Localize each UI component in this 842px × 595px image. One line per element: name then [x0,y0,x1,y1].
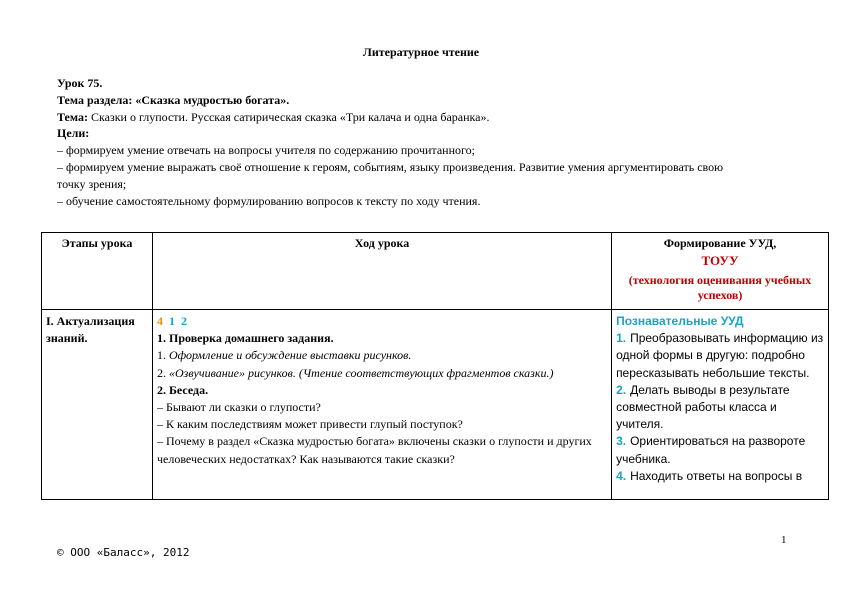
lesson-intro [57,75,737,209]
section-value: «Сказка мудростью богата». [135,92,290,107]
copyright-footer: © ООО «Баласс», 2012 [57,546,190,559]
talk-heading: 2. Беседа. [156,382,209,397]
document-title: Литературное чтение [362,45,480,59]
section-label: Тема раздела: [57,92,133,107]
topic-label: Тема: [57,109,88,124]
goal-item: – формируем умение отвечать на вопросы учителя по содержанию прочитанного; [57,143,475,158]
uud-item-num: 2. [616,382,627,397]
topic-line [57,109,737,126]
lesson-table [41,232,829,500]
goals-label: Цели: [57,126,90,141]
table-row [42,310,829,500]
stage-cell [42,310,153,500]
uud-item [616,468,824,485]
uud-item-text: Ориентироваться на развороте учебника. [616,434,806,466]
uud-item-text: Делать выводы в результате совместной работы класса и учителя. [616,382,790,432]
header-progress: Ход урока [152,233,611,310]
uud-item-text: Преобразовывать информацию из одной формы в другую: подробно пересказывать небольшие тексты. [616,331,824,380]
uud-item-num: 4. [616,468,627,483]
progress-cell [152,310,611,500]
homework-item-num: 1. [156,348,166,363]
uud-item-num: 3. [616,434,627,449]
goal-item: – формируем умение выражать своё отношение к героям, событиям, языку произведения. Развитие умения аргументировать свою точку зрения; [57,159,724,191]
homework-heading: 1. Проверка домашнего задания. [156,331,334,346]
homework-item [157,347,607,364]
uud-cell [612,310,829,500]
uud-content [616,313,824,485]
topic-value: Сказки о глупости. Русская сатирическая сказка «Три калача и одна баранка». [90,109,490,124]
progress-content [157,313,607,468]
uud-item-num: 1. [616,331,627,346]
uud-item [616,382,824,434]
marker-2: 2 [180,314,187,328]
uud-item [616,330,824,382]
lesson-number: Урок 75. [57,76,103,90]
goal-item: – обучение самостоятельному формулированию вопросов к тексту по ходу чтения. [57,193,481,208]
header-uud-title: Формирование УУД, [663,236,777,250]
homework-item-text: Оформление и обсуждение выставки рисунков. [168,348,412,363]
marker-1: 1 [168,314,175,328]
question-item: – Бывают ли сказки о глупости? [156,400,321,415]
homework-item [157,365,607,382]
marker-4: 4 [156,314,163,328]
header-touu: ТОУУ [701,253,739,268]
section-line [57,92,737,109]
homework-item-text: «Озвучивание» рисунков. (Чтение соответствующих фрагментов сказки.) [168,365,554,380]
table-header-row [42,233,829,310]
uud-item-text: Находить ответы на вопросы в [630,468,803,483]
header-stages: Этапы урока [42,233,153,310]
header-touu-desc: (технология оценивания учебных успехов) [628,273,812,302]
uud-heading: Познавательные УУД [616,314,744,328]
uud-item [616,433,824,467]
question-item: – К каким последствиям может привести глупый поступок? [156,417,463,432]
stage-name: I. Актуализация знаний. [46,314,135,346]
page-number: 1 [781,534,787,546]
header-uud [612,233,829,310]
homework-item-num: 2. [156,365,166,380]
touu-markers [157,313,607,330]
question-item: – Почему в раздел «Сказка мудростью богата» включены сказки о глупости и других человеческих недостатках? Как называются такие сказки? [156,434,592,466]
